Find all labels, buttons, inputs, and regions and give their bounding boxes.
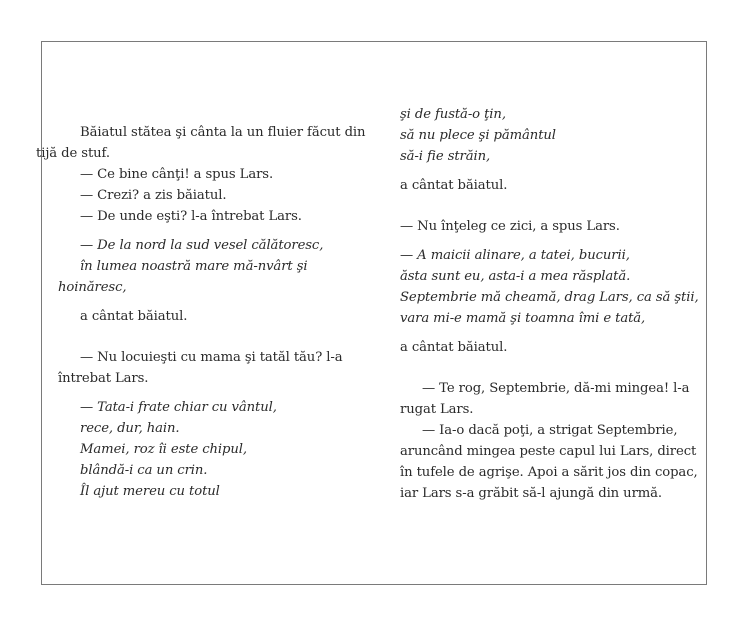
text-line: — Ia-o dacă poţi, a strigat Septembrie, [422,423,678,438]
dialogue-paragraph [400,378,700,420]
left-column [36,122,376,510]
verse-line: hoinăresc, [58,280,127,295]
narration-paragraph [36,122,376,164]
verse-line: blândă-i ca un crin. [80,463,208,478]
verse-line: Îl ajut mereu cu totul [80,484,220,499]
text-line: întrebat Lars. [58,371,149,386]
dialogue-line: — Crezi? a zis băiatul. [80,188,227,203]
dialogue-line: — De unde eşti? l-a întrebat Lars. [80,209,302,224]
verse-line: în lumea noastră mare mă-nvârt şi [80,259,308,274]
dialogue-line: — Nu înţeleg ce zici, a spus Lars. [400,219,620,234]
song-verse [58,235,376,298]
verse-line: — De la nord la sud vesel călătoresc, [80,238,324,253]
verse-line: — A maicii alinare, a tatei, bucurii, [400,248,630,263]
text-line: Băiatul stătea şi cânta la un fluier făcut din [80,125,366,140]
verse-line: să-i fie străin, [400,149,491,164]
verse-line: — Tata-i frate chiar cu vântul, [80,400,277,415]
song-verse [400,245,700,329]
verse-line: rece, dur, hain. [80,421,180,436]
verse-line: şi de fustă-o ţin, [400,107,506,122]
text-line: iar Lars s-a grăbit să-l ajungă din urmă. [400,486,663,501]
song-attribution: a cântat băiatul. [400,340,508,355]
dialogue-paragraph [58,347,376,389]
text-line: aruncând mingea peste capul lui Lars, direct [400,444,697,459]
verse-line: să nu plece şi pământul [400,128,556,143]
right-column [400,104,700,504]
text-line: — Te rog, Septembrie, dă-mi mingea! l-a [422,381,690,396]
song-attribution: a cântat băiatul. [400,178,508,193]
song-attribution: a cântat băiatul. [80,309,188,324]
text-line: rugat Lars. [400,402,474,417]
verse-line: vara mi-e mamă şi toamna îmi e tată, [400,311,646,326]
song-verse [58,397,376,502]
verse-line: ăsta sunt eu, asta-i a mea răsplată. [400,269,631,284]
text-line: tijă de stuf. [36,146,110,161]
verse-line: Septembrie mă cheamă, drag Lars, ca să ştii, [400,290,699,305]
text-line: — Nu locuieşti cu mama şi tatăl tău? l-a [80,350,343,365]
verse-line: Mamei, roz îi este chipul, [80,442,247,457]
text-line: în tufele de agrişe. Apoi a sărit jos din copac, [400,465,698,480]
dialogue-line: — Ce bine cânţi! a spus Lars. [80,167,274,182]
song-verse-continued [400,104,700,167]
dialogue-paragraph [400,420,700,504]
